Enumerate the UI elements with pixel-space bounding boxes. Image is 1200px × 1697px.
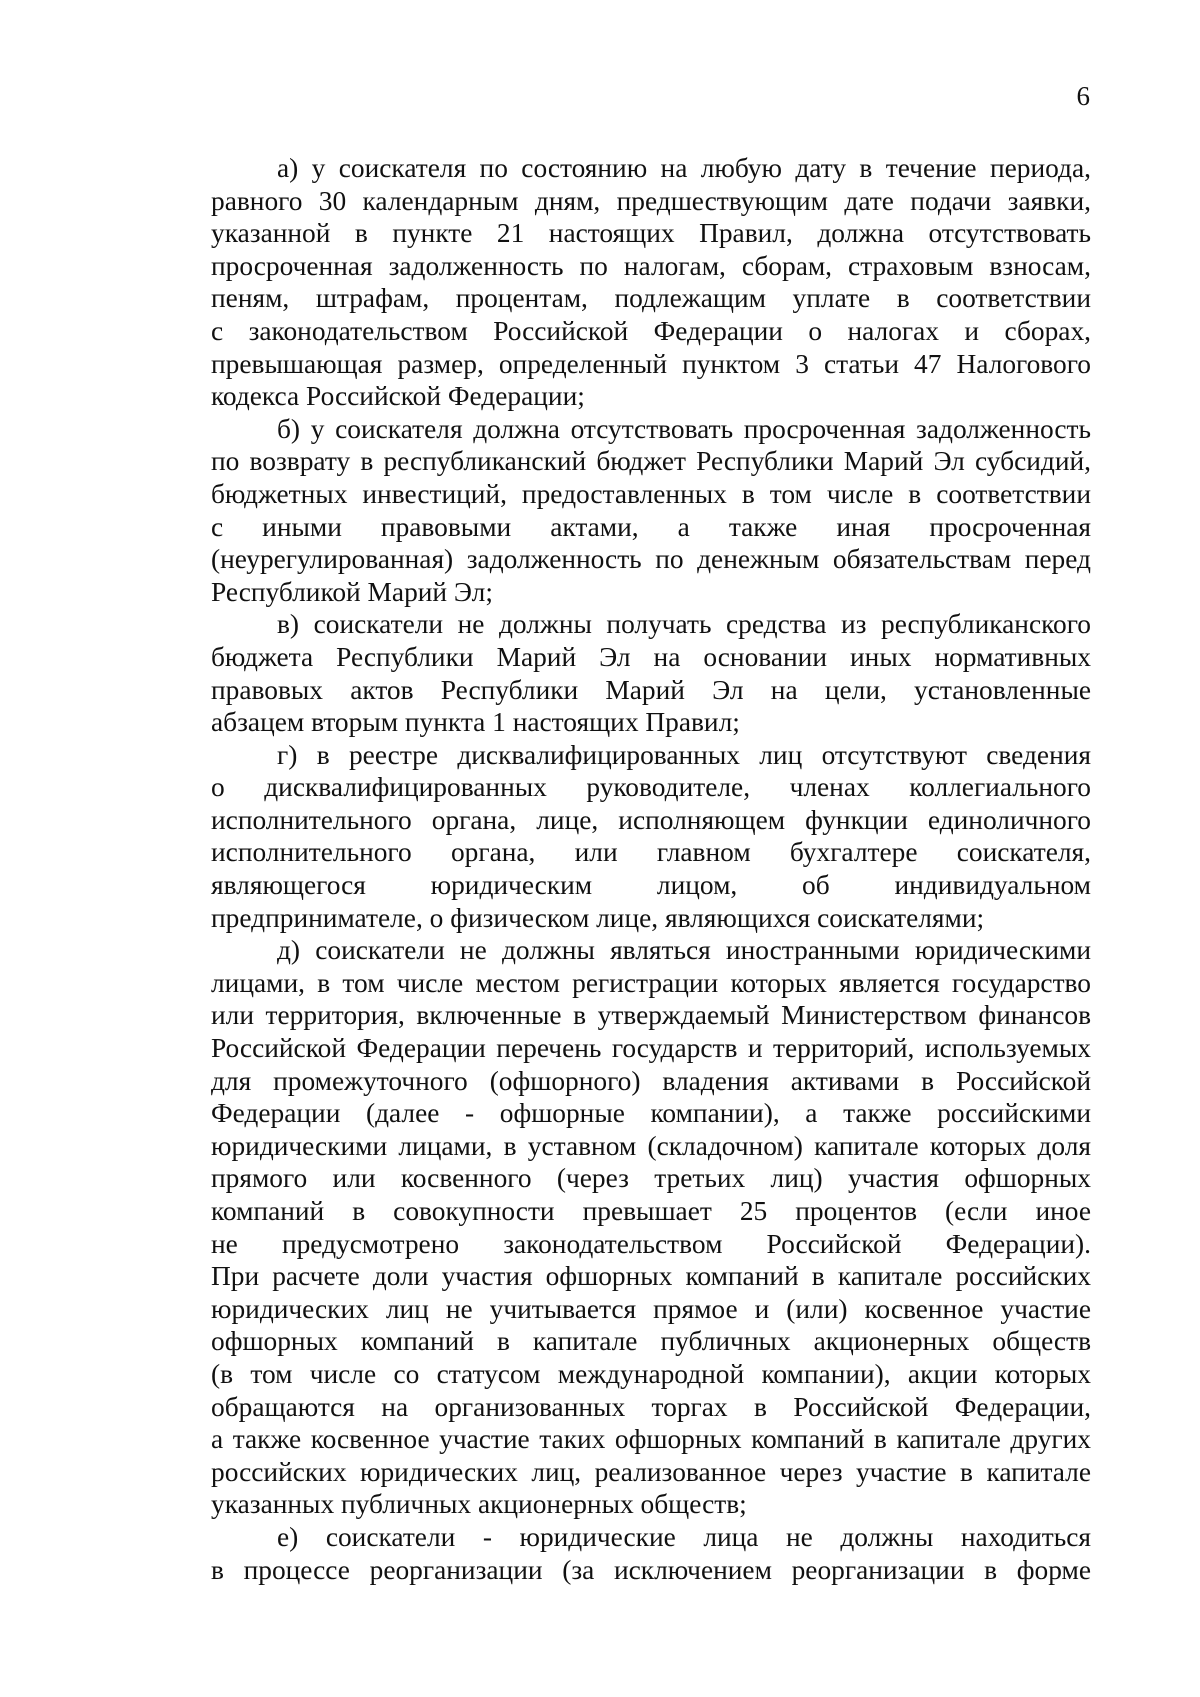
text-line: или территория, включенные в утверждаемый Министерством финансов <box>211 1000 1091 1031</box>
text-line: Республикой Марий Эл; <box>211 576 493 607</box>
paragraph-e <box>211 1521 1091 1586</box>
text-line: являющегося юридическим лицом, об индивидуальном <box>211 870 1091 901</box>
text-line: (в том числе со статусом международной компании), акции которых <box>211 1358 1091 1389</box>
text-line: кодекса Российской Федерации; <box>211 381 585 412</box>
text-line: юридических лиц не учитывается прямое и (или) косвенное участие <box>211 1293 1091 1324</box>
text-line: Федерации (далее - офшорные компании), а также российскими <box>211 1098 1091 1129</box>
text-line: бюджета Республики Марий Эл на основании иных нормативных <box>211 641 1091 672</box>
text-line: обращаются на организованных торгах в Российской Федерации, <box>211 1391 1091 1422</box>
text-line: компаний в совокупности превышает 25 процентов (если иное <box>211 1196 1091 1226</box>
document-body <box>211 152 1091 1586</box>
text-line: равного 30 календарным дням, предшествующим дате подачи заявки, <box>211 185 1091 216</box>
text-line: предпринимателе, о физическом лице, являющихся соискателями; <box>211 902 985 933</box>
text-line: указанной в пункте 21 настоящих Правил, должна отсутствовать <box>211 218 1091 249</box>
text-line: с иными правовыми актами, а также иная просроченная <box>211 511 1091 542</box>
text-line: б) у соискателя должна отсутствовать просроченная задолженность <box>277 413 1091 444</box>
page-number: 6 <box>1076 81 1090 111</box>
text-line: прямого или косвенного (через третьих лиц) участия офшорных <box>211 1163 1091 1194</box>
text-line: абзацем вторым пункта 1 настоящих Правил; <box>211 707 740 738</box>
text-line: а также косвенное участие таких офшорных компаний в капитале других <box>211 1424 1091 1455</box>
text-line: г) в реестре дисквалифицированных лиц отсутствуют сведения <box>277 739 1091 770</box>
text-line: о дисквалифицированных руководителе, членах коллегиального <box>211 772 1091 803</box>
text-line: в) соискатели не должны получать средства из республиканского <box>277 609 1091 640</box>
text-line: правовых актов Республики Марий Эл на цели, установленные <box>211 674 1091 705</box>
text-line: по возврату в республиканский бюджет Республики Марий Эл субсидий, <box>211 446 1091 477</box>
text-line: При расчете доли участия офшорных компаний в капитале российских <box>211 1261 1091 1292</box>
paragraph-a <box>211 152 1091 413</box>
text-line: лицами, в том числе местом регистрации которых является государство <box>211 967 1091 998</box>
paragraph-v <box>211 608 1091 738</box>
text-line: е) соискатели - юридические лица не должны находиться <box>277 1521 1091 1552</box>
text-line: пеням, штрафам, процентам, подлежащим уплате в соответствии <box>211 283 1091 314</box>
text-line: офшорных компаний в капитале публичных акционерных обществ <box>211 1326 1091 1357</box>
text-line: бюджетных инвестиций, предоставленных в том числе в соответствии <box>211 478 1091 509</box>
text-line: указанных публичных акционерных обществ; <box>211 1489 747 1520</box>
text-line: юридическими лицами, в уставном (складочном) капитале которых доля <box>211 1130 1091 1161</box>
paragraph-g <box>211 739 1091 935</box>
text-line: д) соискатели не должны являться иностранными юридическими <box>277 935 1091 966</box>
paragraph-b <box>211 413 1091 609</box>
text-line: в процессе реорганизации (за исключением реорганизации в форме <box>211 1554 1091 1585</box>
text-line: а) у соискателя по состоянию на любую дату в течение периода, <box>277 153 1091 183</box>
text-line: исполнительного органа, или главном бухгалтере соискателя, <box>211 837 1091 868</box>
text-line: просроченная задолженность по налогам, сборам, страховым взносам, <box>211 250 1091 281</box>
text-line: Российской Федерации перечень государств и территорий, используемых <box>211 1033 1091 1064</box>
text-line: (неурегулированная) задолженность по денежным обязательствам перед <box>211 544 1091 575</box>
text-line: не предусмотрено законодательством Российской Федерации). <box>211 1228 1091 1259</box>
text-line: для промежуточного (офшорного) владения активами в Российской <box>211 1065 1091 1096</box>
text-line: с законодательством Российской Федерации о налогах и сборах, <box>211 315 1091 346</box>
text-line: исполнительного органа, лице, исполняющем функции единоличного <box>211 804 1091 835</box>
text-line: российских юридических лиц, реализованное через участие в капитале <box>211 1456 1091 1487</box>
text-line: превышающая размер, определенный пунктом 3 статьи 47 Налогового <box>211 348 1091 379</box>
paragraph-d <box>211 934 1091 1521</box>
